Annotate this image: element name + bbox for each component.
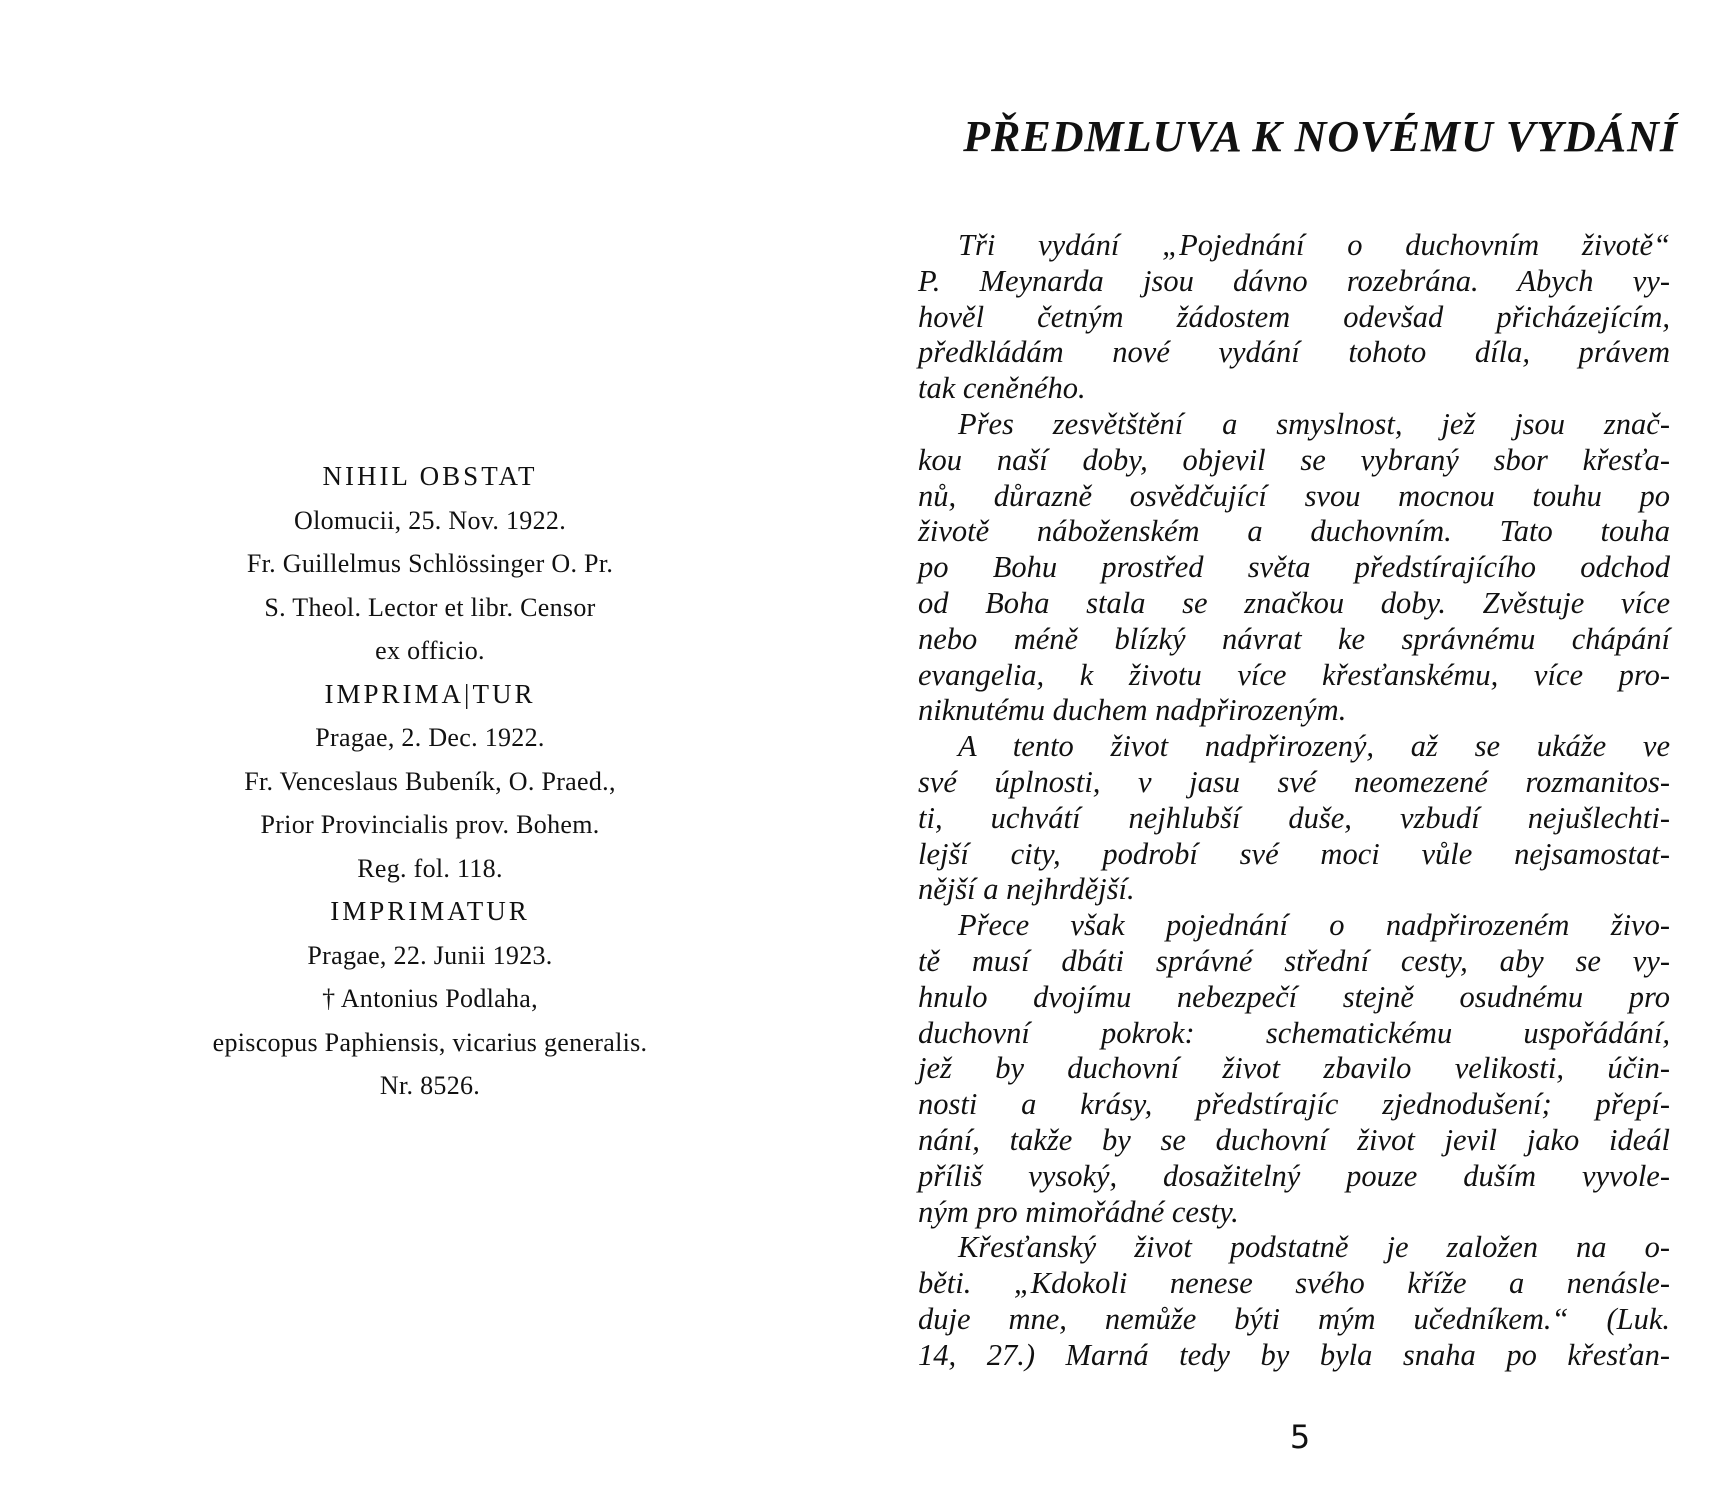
approval-heading-imprimatur: IMPRIMA|TUR xyxy=(324,678,536,709)
text-line: nebo méně blízký návrat ke správnému chápání xyxy=(918,621,1670,656)
page-number: 5 xyxy=(1289,1418,1311,1456)
text-line: hověl četným žádostem odevšad přicházejícím, xyxy=(918,299,1670,334)
text-line: P. Meynarda jsou dávno rozebrána. Abych vy- xyxy=(918,263,1670,298)
text-line: jež by duchovní život zbavilo velikosti, účin- xyxy=(918,1051,1670,1086)
text-line: nů, důrazně osvědčující svou mocnou touhu po xyxy=(918,478,1670,513)
approval-line: Prior Provincialis prov. Bohem. xyxy=(260,810,600,839)
text-line: duchovní pokrok: schematickému uspořádání, xyxy=(918,1015,1670,1050)
approval-block xyxy=(130,455,730,1108)
approval-line: Fr. Guillelmus Schlössinger O. Pr. xyxy=(246,549,614,578)
text-line: předkládám nové vydání tohoto díla, právem xyxy=(918,335,1670,370)
chapter-title: PŘEDMLUVA K NOVÉMU VYDÁNÍ xyxy=(963,112,1678,161)
approval-line: Pragae, 22. Junii 1923. xyxy=(307,940,553,970)
text-line: 14, 27.) Marná tedy by byla snaha po křesťan- xyxy=(918,1337,1670,1372)
text-line: Křesťanský život podstatně je založen na o- xyxy=(958,1230,1670,1265)
approval-line: Nr. 8526. xyxy=(379,1071,481,1100)
text-line: tě musí dbáti správné střední cesty, aby se vy- xyxy=(918,943,1670,978)
approval-line: ex officio. xyxy=(375,636,485,665)
text-line: tak ceněného. xyxy=(918,371,1086,406)
text-line: nání, takže by se duchovní život jevil jako ideál xyxy=(918,1122,1670,1157)
text-line: Přes zesvětštění a smyslnost, jež jsou znač- xyxy=(958,406,1670,441)
approval-line: Fr. Venceslaus Bubeník, O. Praed., xyxy=(244,766,616,796)
approval-line: S. Theol. Lector et libr. Censor xyxy=(264,592,596,622)
text-line: nosti a krásy, předstírajíc zjednodušení; přepí- xyxy=(918,1087,1670,1122)
text-line: příliš vysoký, dosažitelný pouze duším vyvole- xyxy=(918,1158,1670,1193)
text-line: hnulo dvojímu nebezpečí stejně osudnému pro xyxy=(918,979,1670,1014)
approval-line: episcopus Paphiensis, vicarius generalis. xyxy=(212,1027,648,1057)
text-line: od Boha stala se značkou doby. Zvěstuje více xyxy=(918,585,1670,620)
text-line: nější a nejhrdější. xyxy=(918,872,1135,907)
approval-line: Reg. fol. 118. xyxy=(357,853,503,883)
text-line: duje mne, nemůže býti mým učedníkem.“ (Luk. xyxy=(918,1301,1670,1336)
text-line: životě náboženském a duchovním. Tato touha xyxy=(918,514,1670,549)
text-line: běti. „Kdokoli nenese svého kříže a nenásle- xyxy=(918,1266,1670,1301)
text-line: své úplnosti, v jasu své neomezené rozmanitos- xyxy=(918,764,1670,799)
text-line: lejší city, podrobí své moci vůle nejsamostat- xyxy=(918,836,1670,871)
text-line: niknutému duchem nadpřirozeným. xyxy=(918,693,1347,728)
text-line: Tři vydání „Pojednání o duchovním životě“ xyxy=(958,228,1670,262)
text-line: Přece však pojednání o nadpřirozeném živo- xyxy=(958,908,1670,943)
approval-line: Pragae, 2. Dec. 1922. xyxy=(315,723,545,752)
approval-heading-imprimatur: IMPRIMATUR xyxy=(330,896,530,926)
text-line: evangelia, k životu více křesťanskému, více pro- xyxy=(918,657,1670,692)
text-line: po Bohu prostřed světa předstírajícího odchod xyxy=(918,550,1670,585)
text-line: kou naší doby, objevil se vybraný sbor křesťa- xyxy=(918,442,1670,477)
preface-body xyxy=(918,228,1670,1374)
text-line: ným pro mimořádné cesty. xyxy=(918,1194,1239,1229)
text-line: A tento život nadpřirozený, až se ukáže ve xyxy=(958,729,1670,764)
approval-line: Olomucii, 25. Nov. 1922. xyxy=(294,505,566,535)
approval-line: † Antonius Podlaha, xyxy=(322,984,538,1013)
approval-heading-nihil-obstat: NIHIL OBSTAT xyxy=(322,461,538,491)
text-line: ti, uchvátí nejhlubší duše, vzbudí nejušlechti- xyxy=(918,800,1670,835)
